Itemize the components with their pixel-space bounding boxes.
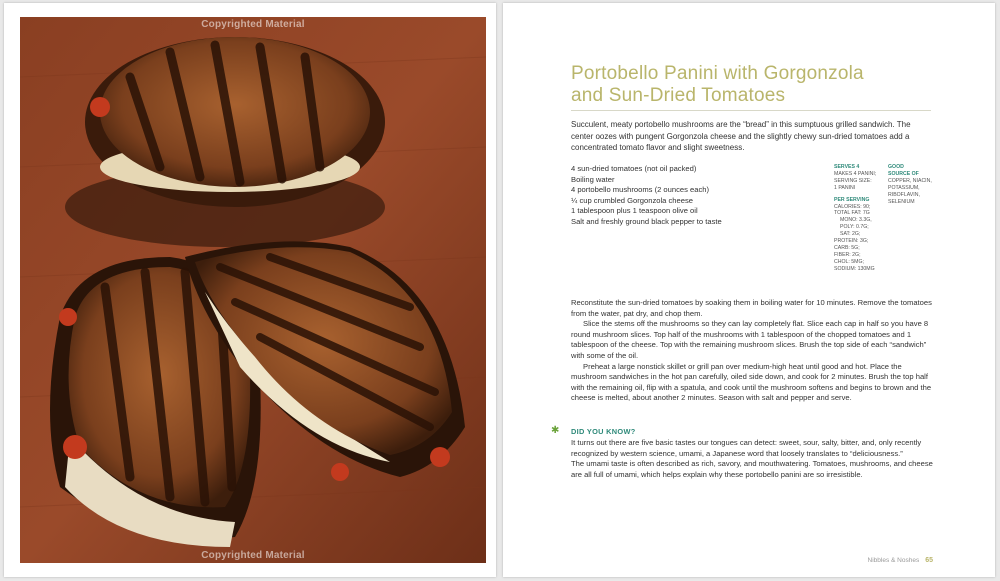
recipe-title-line-2: and Sun-Dried Tomatoes [571,85,786,106]
good-source-item: POTASSIUM, [888,184,920,191]
nutrition-panel [834,164,884,273]
did-you-know-body [571,438,933,480]
nutrition-line: CHOL: 5MG; [834,258,864,265]
ingredient-item: 1 tablespoon plus 1 teaspoon olive oil [571,206,698,215]
recipe-photo [20,17,486,563]
watermark-bottom: Copyrighted Material [201,550,305,561]
left-page [4,3,496,577]
nutrition-line: CARB: 5G; [834,244,860,251]
ingredient-item: 4 sun-dried tomatoes (not oil packed) [571,164,697,173]
nutrition-line: MAKES 4 PANINI; [834,170,877,177]
page-footer [868,557,933,564]
star-icon: ✱ [551,425,560,436]
recipe-title-line-1: Portobello Panini with Gorgonzola [571,63,864,84]
footer-section-name: Nibbles & Noshes [867,557,920,564]
ingredient-item: ¼ cup crumbled Gorgonzola cheese [571,195,693,205]
recipe-title [571,63,951,107]
method-step: Preheat a large nonstick skillet or grill pan over medium-high heat until good and hot. Place the mushroom sandwiches in the hot pan carefully, oiled side down, and cook for 2 minutes. Brush the top half with the remaining oil, flip with a spatula, and cook until the mushroom softens and begins to brown and the cheese is melted, about another 2 minutes. Season with salt and pepper and serve. [571,361,932,403]
nutrition-line: CALORIES: 90; [834,203,871,210]
good-source-label-2: SOURCE OF [888,170,919,177]
method-step: Slice the stems off the mushrooms so they can lay completely flat. Slice each cap in half so you have 8 round mushroom slices. Top half of the mushrooms with 1 tablespoon of the chopped tomatoes and 1 tablespoon of the cheese. Top with the remaining mushroom slices. Brush the top side of each “sandwich” with some of the oil. [571,319,929,360]
ingredient-item: Boiling water [571,174,615,184]
nutrition-line: POLY: 0.7G; [840,224,869,231]
nutrition-line: MONO: 3.3G, [840,217,872,224]
good-source-item: SELENIUM [888,198,915,205]
nutrition-line: FIBER: 2G; [834,251,861,258]
good-source-item: COPPER, NIACIN, [888,177,932,184]
did-you-know-paragraph: It turns out there are five basic tastes our tongues can detect: sweet, sour, salty, bitter, and, only recently recognized by western science, umami, a Japanese word that loosely translates to “deliciousness.” [571,438,922,458]
ingredient-item: 4 portobello mushrooms (2 ounces each) [571,185,710,194]
did-you-know-heading: DID YOU KNOW? [571,427,636,436]
good-source-label-1: GOOD [888,164,904,170]
title-divider [571,110,931,111]
nutrition-line: SODIUM: 130MG [834,265,875,272]
did-you-know-paragraph: The umami taste is often described as rich, savory, and mouthwatering. Tomatoes, mushrooms, and cheese are all full of umami, which helps explain why these portobello panini are so irresistible. [571,459,933,479]
recipe-intro: Succulent, meaty portobello mushrooms are the “bread” in this sumptuous grilled sandwich. The center oozes with pungent Gorgonzola cheese and the slightly chewy sun-dried tomatoes add a concentrated tomato flavor and slight sweetness. [571,120,911,152]
nutrition-line: PROTEIN: 3G; [834,238,869,245]
right-page [503,3,995,577]
nutrition-line: 1 PANINI [834,184,856,191]
nutrition-line: SERVING SIZE: [834,177,872,184]
nutrition-line: SAT: 2G; [840,231,861,238]
nutrition-line: TOTAL FAT: 7G [834,210,870,217]
method-step: Reconstitute the sun-dried tomatoes by soaking them in boiling water for 10 minutes. Remove the tomatoes from the water, pat dry, and chop them. [571,298,932,318]
ingredient-list [571,164,811,227]
good-source-panel [888,164,938,205]
per-serving-label: PER SERVING [834,196,870,203]
method-section [571,298,933,404]
watermark-top: Copyrighted Material [201,19,305,30]
ingredient-item: Salt and freshly ground black pepper to taste [571,216,722,226]
panini-photo-illustration [20,17,486,563]
serves-label: SERVES 4 [834,164,860,170]
good-source-item: RIBOFLAVIN, [888,191,920,198]
page-number: 65 [925,557,933,564]
